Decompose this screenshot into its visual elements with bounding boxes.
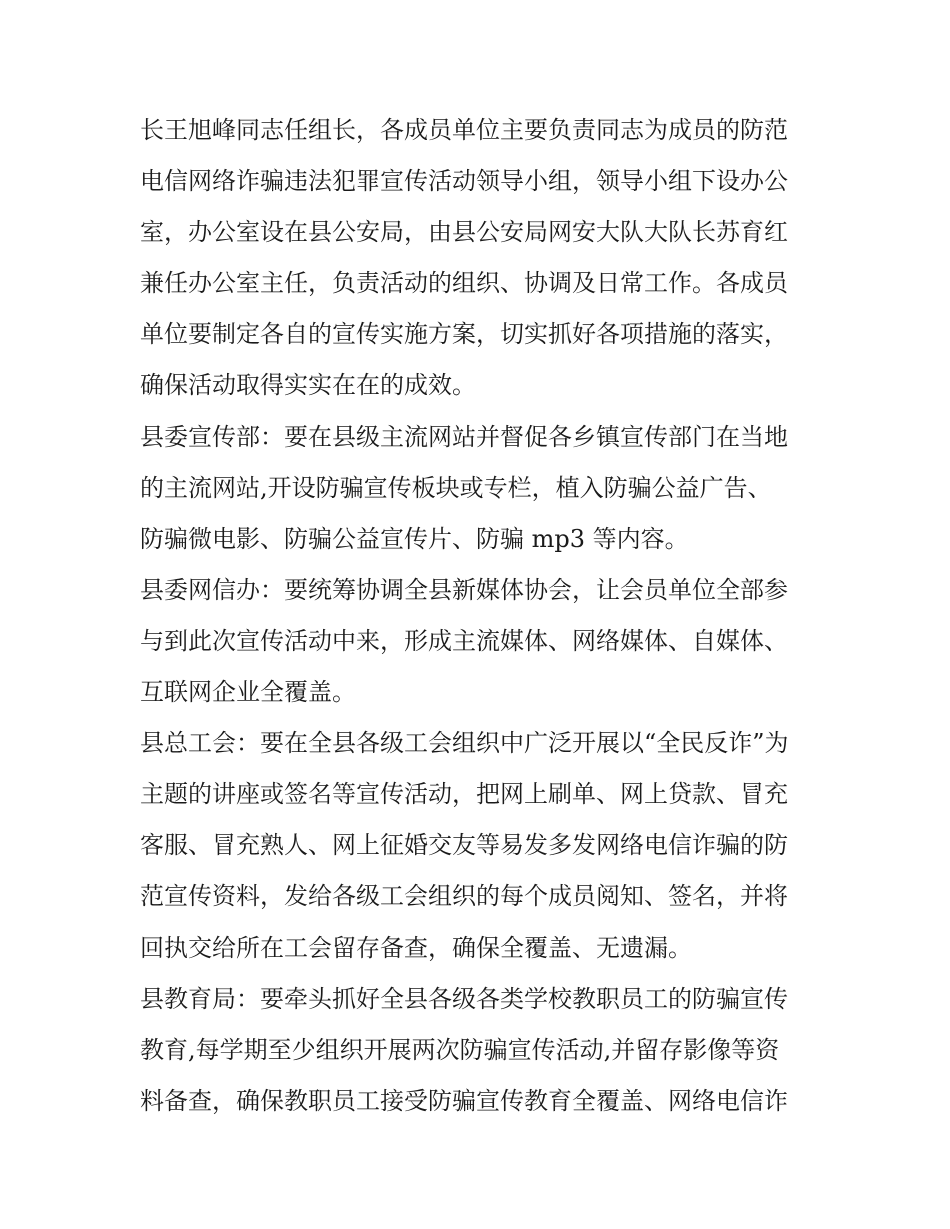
text-line: 兼任办公室主任，负责活动的组织、协调及日常工作。各成员	[140, 269, 788, 298]
text-line: 县委网信办：要统筹协调全县新媒体协会，让会员单位全部参	[140, 575, 788, 604]
document-body	[140, 105, 820, 1127]
text-line: 客服、冒充熟人、网上征婚交友等易发多发网络电信诈骗的防	[140, 831, 788, 860]
text-line: 的主流网站,开设防骗宣传板块或专栏，植入防骗公益广告、	[140, 473, 772, 502]
text-line: 回执交给所在工会留存备查，确保全覆盖、无遗漏。	[140, 933, 692, 962]
text-line: 长王旭峰同志任组长，各成员单位主要负责同志为成员的防范	[140, 116, 788, 144]
text-line: 确保活动取得实实在在的成效。	[140, 371, 476, 400]
text-line: 县总工会：要在全县各级工会组织中广泛开展以“全民反诈”为	[140, 729, 789, 758]
text-line: 防骗微电影、防骗公益宣传片、防骗 mp3 等内容。	[140, 524, 689, 553]
text-line: 教育,每学期至少组织开展两次防骗宣传活动,并留存影像等资	[140, 1035, 780, 1064]
text-line: 县教育局：要牵头抓好全县各级各类学校教职员工的防骗宣传	[140, 984, 788, 1013]
text-line: 互联网企业全覆盖。	[140, 678, 356, 707]
text-line: 单位要制定各自的宣传实施方案，切实抓好各项措施的落实，	[140, 320, 788, 349]
text-line: 范宣传资料，发给各级工会组织的每个成员阅知、签名，并将	[140, 882, 788, 911]
text-line: 电信网络诈骗违法犯罪宣传活动领导小组，领导小组下设办公	[140, 167, 788, 196]
text-line: 料备查，确保教职员工接受防骗宣传教育全覆盖、网络电信诈	[140, 1086, 788, 1115]
text-line: 主题的讲座或签名等宣传活动，把网上刷单、网上贷款、冒充	[140, 780, 788, 809]
text-line: 室，办公室设在县公安局，由县公安局网安大队大队长苏育红	[140, 218, 788, 247]
text-line: 与到此次宣传活动中来，形成主流媒体、网络媒体、自媒体、	[140, 626, 788, 655]
text-line: 县委宣传部：要在县级主流网站并督促各乡镇宣传部门在当地	[140, 422, 788, 451]
